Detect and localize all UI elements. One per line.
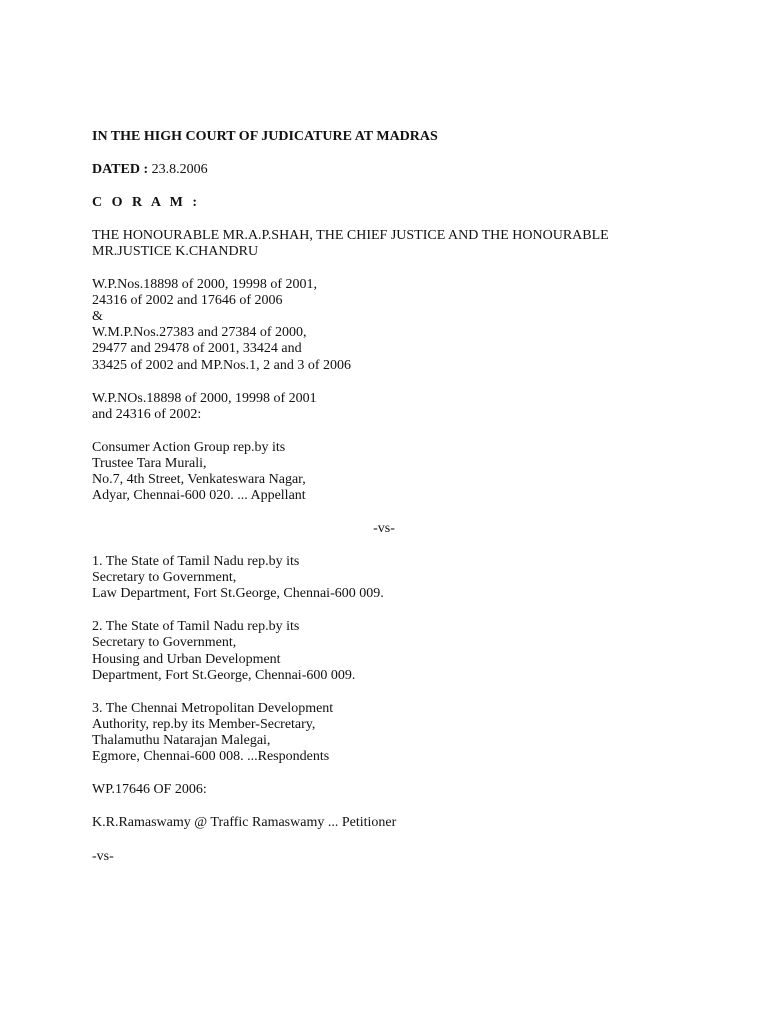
respondent-3-line-2: Authority, rep.by its Member-Secretary, [92, 717, 316, 732]
dated-value: 23.8.2006 [151, 162, 208, 177]
bench-line-2: MR.JUSTICE K.CHANDRU [92, 244, 259, 259]
case-number-line-3: & [92, 309, 103, 324]
respondent-3-line-3: Thalamuthu Natarajan Malegai, [92, 733, 271, 748]
respondent-2-line-4: Department, Fort St.George, Chennai-600 009. [92, 668, 356, 683]
case-number-line-6: 33425 of 2002 and MP.Nos.1, 2 and 3 of 2006 [92, 358, 351, 373]
case-number-line-2: 24316 of 2002 and 17646 of 2006 [92, 293, 283, 308]
appellant-line-1: Consumer Action Group rep.by its [92, 440, 286, 455]
versus-divider-1: -vs- [373, 521, 395, 536]
versus-divider-2: -vs- [92, 849, 114, 864]
first-group-heading-1: W.P.NOs.18898 of 2000, 19998 of 2001 [92, 391, 317, 406]
dated-label: DATED : [92, 162, 149, 177]
respondent-3-line-1: 3. The Chennai Metropolitan Development [92, 701, 334, 716]
case-number-line-1: W.P.Nos.18898 of 2000, 19998 of 2001, [92, 277, 318, 292]
court-title: IN THE HIGH COURT OF JUDICATURE AT MADRAS [92, 129, 438, 144]
appellant-line-3: No.7, 4th Street, Venkateswara Nagar, [92, 472, 306, 487]
bench-line-1: THE HONOURABLE MR.A.P.SHAH, THE CHIEF JUSTICE AND THE HONOURABLE [92, 228, 609, 243]
appellant-line-4: Adyar, Chennai-600 020. ... Appellant [92, 488, 306, 503]
first-group-heading-2: and 24316 of 2002: [92, 407, 202, 422]
appellant-line-2: Trustee Tara Murali, [92, 456, 207, 471]
coram-label: C O R A M : [92, 195, 201, 210]
respondent-1-line-2: Secretary to Government, [92, 570, 237, 585]
respondent-2-line-1: 2. The State of Tamil Nadu rep.by its [92, 619, 300, 634]
respondent-2-line-3: Housing and Urban Development [92, 652, 281, 667]
case-number-line-5: 29477 and 29478 of 2001, 33424 and [92, 341, 302, 356]
second-group-heading: WP.17646 OF 2006: [92, 782, 207, 797]
case-number-line-4: W.M.P.Nos.27383 and 27384 of 2000, [92, 325, 307, 340]
petitioner-line: K.R.Ramaswamy @ Traffic Ramaswamy ... Petitioner [92, 815, 397, 830]
respondent-1-line-1: 1. The State of Tamil Nadu rep.by its [92, 554, 300, 569]
dated-line [92, 161, 208, 178]
respondent-2-line-2: Secretary to Government, [92, 635, 237, 650]
respondent-1-line-3: Law Department, Fort St.George, Chennai-600 009. [92, 586, 384, 601]
respondent-3-line-4: Egmore, Chennai-600 008. ...Respondents [92, 749, 330, 764]
